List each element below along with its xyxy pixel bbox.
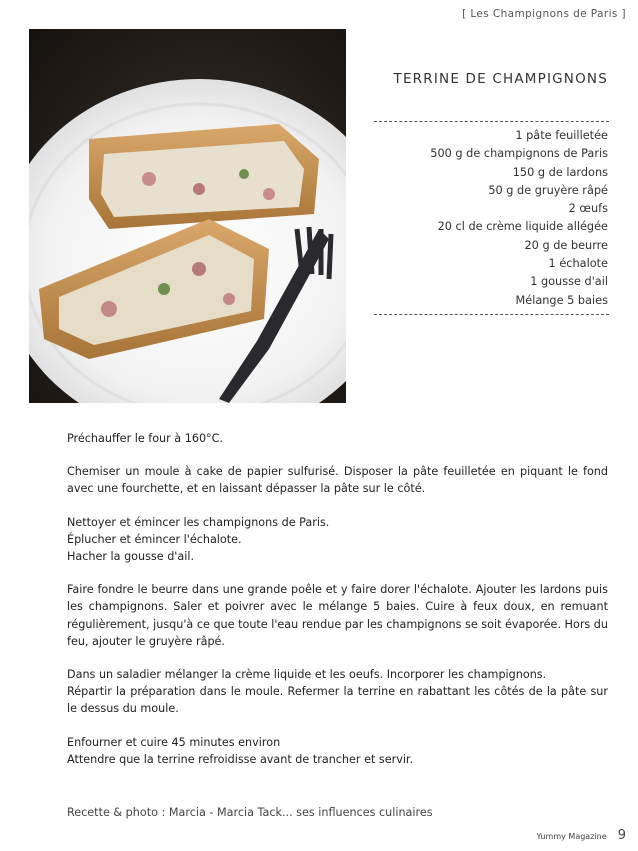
step-line: Éplucher et émincer l'échalote. [67, 532, 242, 546]
magazine-name: Yummy Magazine [536, 832, 607, 841]
step-paragraph [67, 430, 608, 447]
ingredient-list [372, 127, 608, 310]
ingredient-item: 500 g de champignons de Paris [430, 147, 608, 161]
ingredient-item: Mélange 5 baies [515, 293, 608, 307]
ingredient-item: 20 cl de crème liquide allégée [437, 220, 608, 234]
page-number: 9 [617, 828, 626, 843]
ingredient-item: 20 g de beurre [524, 238, 608, 252]
step-paragraph [67, 734, 608, 768]
recipe-title: TERRINE DE CHAMPIGNONS [393, 71, 608, 87]
step-line: Faire fondre le beurre dans une grande poêle et y faire dorer l'échalote. Ajouter les lardons puis les champignons. Saler et poivrer avec le mélange 5 baies. Cuire à feux doux, en remuant régulièrement, jusqu'à ce que toute l'eau rendue par les champignons se soit évaporée. Hors du feu, ajouter le gruyère râpé. [67, 583, 608, 648]
step-line: Chemiser un moule à cake de papier sulfurisé. Disposer la pâte feuilletée en piquant le fond avec une fourchette, et en laissant dépasser la pâte sur le côté. [67, 465, 608, 496]
ingredient-item: 150 g de lardons [512, 165, 608, 179]
step-line: Enfourner et cuire 45 minutes environ [67, 735, 281, 749]
ingredient-item: 1 échalote [548, 257, 608, 271]
step-line: Répartir la préparation dans le moule. Refermer la terrine en rabattant les côtés de la pâte sur le dessus du moule. [67, 685, 608, 716]
recipe-steps [67, 430, 608, 784]
ingredient-item: 50 g de gruyère râpé [488, 183, 608, 197]
step-line: Nettoyer et émincer les champignons de Paris. [67, 515, 330, 529]
step-paragraph [67, 581, 608, 650]
step-paragraph [67, 514, 608, 566]
step-paragraph [67, 666, 608, 718]
step-line: Préchauffer le four à 160°C. [67, 432, 224, 445]
divider-top [374, 121, 609, 122]
section-header: [ Les Champignons de Paris ] [462, 8, 626, 20]
step-paragraph [67, 463, 608, 497]
ingredient-item: 1 pâte feuilletée [515, 129, 608, 142]
recipe-photo [29, 29, 346, 403]
divider-bottom [374, 314, 609, 315]
ingredient-item: 2 œufs [568, 202, 608, 216]
step-line: Attendre que la terrine refroidisse avant de trancher et servir. [67, 752, 414, 766]
step-line: Dans un saladier mélanger la crème liquide et les oeufs. Incorporer les champignons. [67, 668, 547, 682]
recipe-credit: Recette & photo : Marcia - Marcia Tack... ses influences culinaires [67, 806, 433, 819]
page-footer [537, 824, 626, 843]
ingredient-item: 1 gousse d'ail [530, 275, 608, 289]
step-line: Hacher la gousse d'ail. [67, 550, 195, 564]
